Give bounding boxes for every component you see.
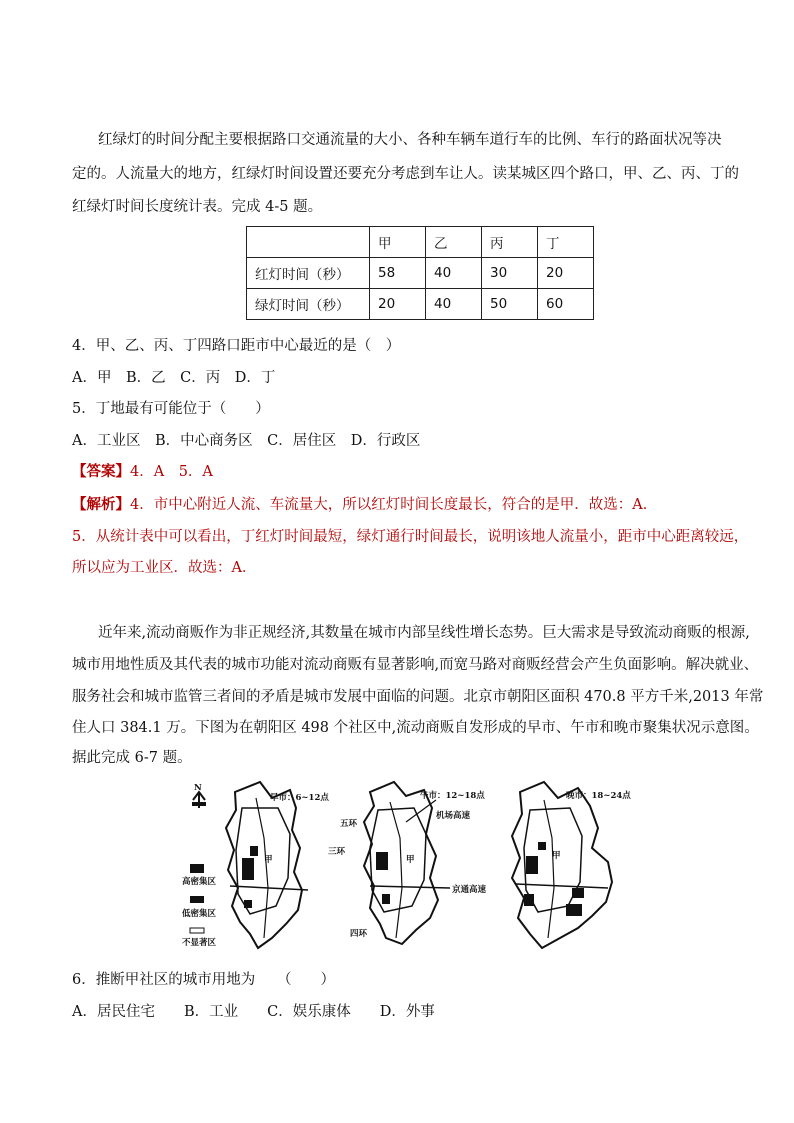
vendor-cluster-maps xyxy=(180,778,632,954)
map-legend xyxy=(181,864,217,948)
svg-text:N: N xyxy=(194,783,202,793)
table-cell: 红灯时间（秒） xyxy=(247,258,370,289)
table-cell: 50 xyxy=(482,289,538,320)
map3-jia-label: 甲 xyxy=(552,851,561,861)
analysis-tag: 【解析】 xyxy=(72,496,130,513)
map2-title: 午市：12~18点 xyxy=(420,791,485,801)
legend-low-label: 低密集区 xyxy=(182,909,217,919)
table-cell: 60 xyxy=(538,289,594,320)
legend-low-swatch xyxy=(190,896,204,903)
intro2-line-4: 住人口 384.1 万。下图为在朝阳区 498 个社区中,流动商贩自发形成的早市、午市和晚市聚集状况示意图。 xyxy=(72,720,759,736)
intro1-line-2: 定的。人流量大的地方，红绿灯时间设置还要充分考虑到车让人。读某城区四个路口，甲、乙、丙、丁的 xyxy=(72,166,739,182)
analysis-line-2: 5．从统计表中可以看出，丁红灯时间最短，绿灯通行时间最长，说明该地人流量小，距市中心距离较远， xyxy=(72,529,749,545)
map2-jingtong-label: 京通高速 xyxy=(452,885,487,895)
question-5-stem: 5．丁地最有可能位于（ ） xyxy=(72,401,270,417)
map-noon-market xyxy=(328,782,487,944)
map-evening-market xyxy=(512,782,631,948)
question-6-options: A．居民住宅 B．工业 C．娱乐康体 D．外事 xyxy=(72,1004,435,1020)
table-cell: 40 xyxy=(426,258,482,289)
question-4-stem: 4．甲、乙、丙、丁四路口距市中心最近的是（ ） xyxy=(72,338,401,354)
intro1-line-3: 红绿灯时间长度统计表。完成 4-5 题。 xyxy=(72,199,323,215)
intro2-line-2: 城市用地性质及其代表的城市功能对流动商贩有显著影响,而宽马路对商贩经营会产生负面影响。解决就业、 xyxy=(72,657,759,673)
table-header-row xyxy=(247,227,594,258)
map2-airport-label: 机场高速 xyxy=(436,811,471,821)
answer-text: 4．A 5．A xyxy=(130,464,213,480)
answer-tag: 【答案】 xyxy=(72,463,130,480)
map-morning-market xyxy=(226,782,329,948)
intro1-line-1: 红绿灯的时间分配主要根据路口交通流量的大小、各种车辆车道行车的比例、车行的路面状况等决 xyxy=(98,132,722,148)
map2-ring3-label: 三环 xyxy=(328,847,346,857)
table-cell: 58 xyxy=(370,258,426,289)
answer-line xyxy=(72,462,213,482)
table-cell: 乙 xyxy=(426,227,482,258)
table-row xyxy=(247,289,594,320)
table-cell: 丁 xyxy=(538,227,594,258)
table-cell: 20 xyxy=(370,289,426,320)
question-4-options: A．甲 B．乙 C．丙 D．丁 xyxy=(72,370,276,386)
table-cell: 30 xyxy=(482,258,538,289)
map2-jia-label: 甲 xyxy=(406,855,415,865)
table-cell xyxy=(247,227,370,258)
legend-none-label: 不显著区 xyxy=(182,938,217,948)
legend-none-swatch xyxy=(190,928,204,933)
map2-ring5-label: 五环 xyxy=(340,819,358,829)
table-row xyxy=(247,258,594,289)
intro2-line-1: 近年来,流动商贩作为非正规经济,其数量在城市内部呈线性增长态势。巨大需求是导致流动商贩的根源, xyxy=(98,625,750,641)
map1-title: 早市：6~12点 xyxy=(270,793,329,803)
table-cell: 40 xyxy=(426,289,482,320)
legend-high-swatch xyxy=(190,864,204,873)
analysis-line-1 xyxy=(72,495,657,515)
intro2-line-5: 据此完成 6-7 题。 xyxy=(72,750,192,766)
table-cell: 丙 xyxy=(482,227,538,258)
map2-ring4-label: 四环 xyxy=(350,929,368,939)
map3-title: 晚市：18~24点 xyxy=(566,791,631,801)
legend-high-label: 高密集区 xyxy=(182,877,217,887)
analysis-text-1: 4．市中心附近人流、车流量大，所以红灯时间长度最长，符合的是甲．故选：A． xyxy=(130,497,658,513)
question-5-options: A．工业区 B．中心商务区 C．居住区 D．行政区 xyxy=(72,433,421,449)
table-cell: 绿灯时间（秒） xyxy=(247,289,370,320)
table-cell: 甲 xyxy=(370,227,426,258)
traffic-light-table xyxy=(246,226,594,320)
question-6-stem: 6．推断甲社区的城市用地为 （ ） xyxy=(72,972,335,988)
north-arrow-icon xyxy=(192,783,206,808)
analysis-line-3: 所以应为工业区．故选：A． xyxy=(72,560,257,576)
map1-jia-label: 甲 xyxy=(264,855,273,865)
intro2-line-3: 服务社会和城市监管三者间的矛盾是城市发展中面临的问题。北京市朝阳区面积 470.8 平方千米,2013 年常 xyxy=(72,689,764,705)
table-cell: 20 xyxy=(538,258,594,289)
